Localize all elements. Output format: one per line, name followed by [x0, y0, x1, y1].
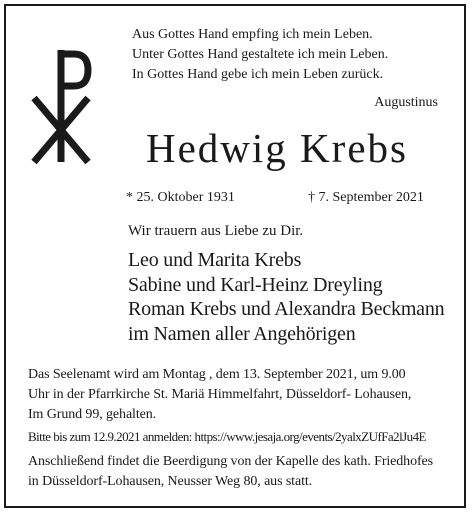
death-date: † 7. September 2021 [308, 190, 424, 205]
family-member: Leo und Marita Krebs [128, 249, 302, 271]
service-info [28, 365, 411, 425]
burial-line: Anschließend findet die Beerdigung von der Kapelle des kath. Friedhofes [28, 454, 434, 469]
burial-line: in Düsseldorf-Lohausen, Neusser Weg 80, aus statt. [28, 474, 313, 489]
poem-attribution: Augustinus [374, 95, 438, 110]
poem [132, 25, 388, 85]
burial-info [28, 452, 433, 492]
registration-link[interactable]: Bitte bis zum 12.9.2021 anmelden: https://www.jesaja.org/events/2yalxZUfFa2lJu4E [28, 429, 426, 444]
family-member: Sabine und Karl-Heinz Dreyling [128, 273, 383, 296]
service-line: Uhr in der Pfarrkirche St. Mariä Himmelfahrt, Düsseldorf- Lohausen, [28, 387, 412, 402]
mourning-line: Wir trauern aus Liebe zu Dir. [128, 223, 304, 239]
service-line: Das Seelenamt wird am Montag , dem 13. September 2021, um 9.00 [28, 367, 406, 382]
family-list [128, 248, 444, 346]
obituary-notice [4, 4, 466, 508]
family-member: im Namen aller Angehörigen [128, 322, 356, 345]
birth-date: * 25. Oktober 1931 [126, 190, 235, 205]
family-member: Roman Krebs und Alexandra Beckmann [128, 298, 445, 320]
service-line: Im Grund 99, gehalten. [28, 407, 157, 422]
poem-line: Unter Gottes Hand gestaltete ich mein Leben. [132, 47, 389, 62]
deceased-name: Hedwig Krebs [146, 125, 408, 171]
poem-line: In Gottes Hand gebe ich mein Leben zurück. [132, 67, 384, 82]
poem-line: Aus Gottes Hand empfing ich mein Leben. [132, 27, 373, 42]
